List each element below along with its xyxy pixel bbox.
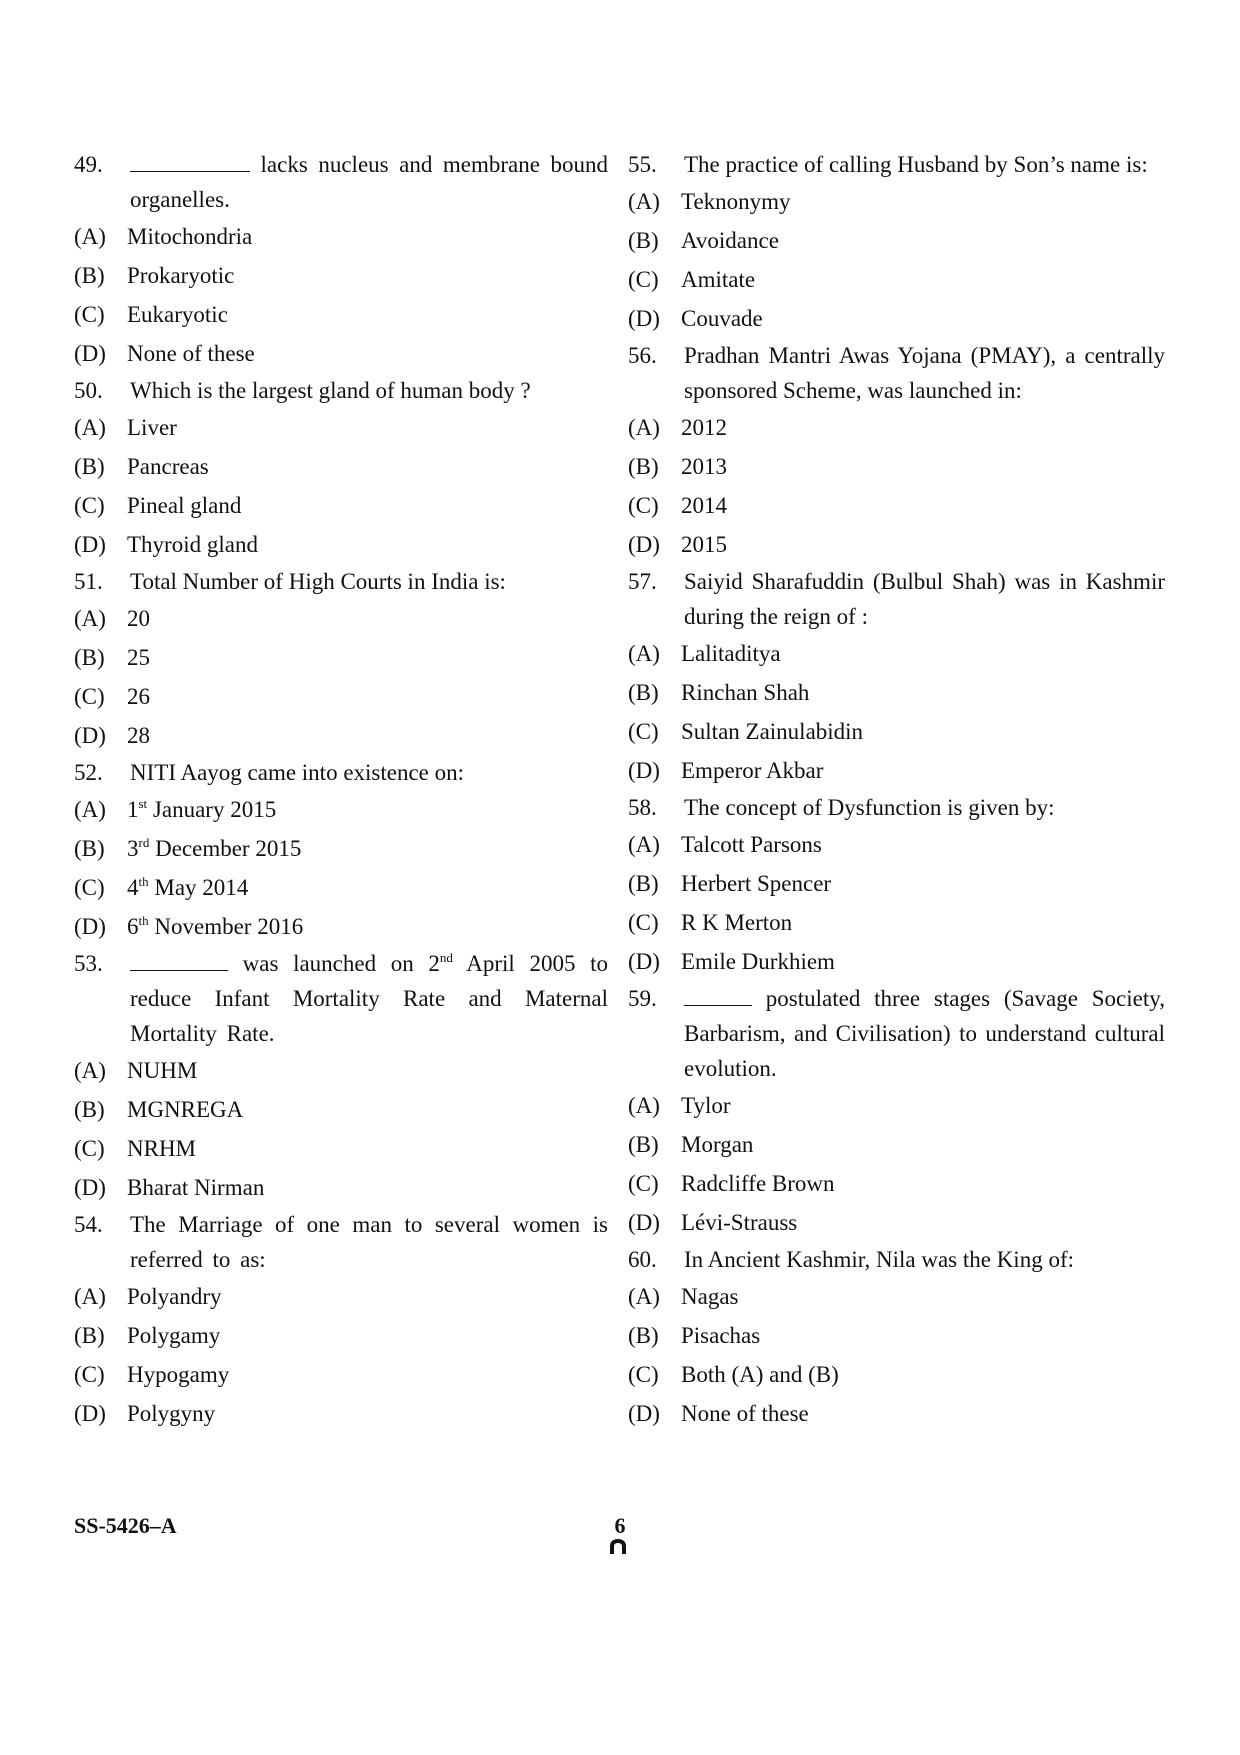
question-text: NITI Aayog came into existence on: (130, 760, 465, 785)
option-text: NRHM (127, 1136, 197, 1161)
option-c: (C) 26 (74, 684, 150, 709)
option-b: (B) 3rd December 2015 (74, 835, 302, 861)
question-text: Which is the largest gland of human body ? (130, 378, 531, 403)
option-b: (B) Morgan (628, 1132, 754, 1157)
question-60 (628, 1242, 1165, 1277)
option-d: (D) None of these (628, 1401, 809, 1426)
option-text: Lévi-Strauss (681, 1210, 798, 1235)
option-b: (B) Polygamy (74, 1323, 221, 1348)
option-d: (D) Emperor Akbar (628, 758, 824, 783)
option-text: Pancreas (127, 454, 209, 479)
option-text: Radcliffe Brown (681, 1171, 835, 1196)
option-a: (A) Mitochondria (74, 224, 253, 249)
option-text: MGNREGA (127, 1097, 244, 1122)
question-number: 51. (74, 569, 103, 594)
option-a: (A) Liver (74, 415, 177, 440)
option-b: (B) Pancreas (74, 454, 209, 479)
answer-blank (684, 983, 752, 1006)
option-text: Hypogamy (127, 1362, 230, 1387)
question-54 (74, 1207, 608, 1277)
option-b: (B) Herbert Spencer (628, 871, 832, 896)
question-number: 58. (628, 795, 657, 820)
option-d: (D) Couvade (628, 306, 763, 331)
option-d: (D) 28 (74, 723, 150, 748)
option-text: NUHM (127, 1058, 198, 1083)
option-c: (C) Both (A) and (B) (628, 1362, 839, 1387)
option-text: Nagas (681, 1284, 739, 1309)
option-a: (A) NUHM (74, 1058, 198, 1083)
option-c: (C) NRHM (74, 1136, 197, 1161)
option-text: 26 (127, 684, 150, 709)
option-text: 25 (127, 645, 150, 670)
option-a: (A) Polyandry (74, 1284, 222, 1309)
option-b: (B) 2013 (628, 454, 727, 479)
option-b: (B) Prokaryotic (74, 263, 235, 288)
option-d: (D) None of these (74, 341, 255, 366)
option-text: 2012 (681, 415, 727, 440)
question-number: 54. (74, 1212, 103, 1237)
page-mark-icon (607, 1538, 629, 1556)
option-text: None of these (681, 1401, 809, 1426)
question-49 (74, 147, 608, 217)
option-text: Bharat Nirman (127, 1175, 265, 1200)
question-number: 53. (74, 951, 103, 976)
question-text: The Marriage of one man to several women is referred to as: (130, 1212, 608, 1272)
question-number: 49. (74, 152, 103, 177)
option-d: (D) Bharat Nirman (74, 1175, 265, 1200)
option-a: (A) 1st January 2015 (74, 796, 277, 822)
question-number: 56. (628, 343, 657, 368)
question-text: Pradhan Mantri Awas Yojana (PMAY), a centrally sponsored Scheme, was launched in: (684, 343, 1165, 403)
option-text: 4th May 2014 (127, 874, 249, 900)
question-52 (74, 755, 608, 790)
option-text: Emile Durkhiem (681, 949, 835, 974)
option-text: 28 (127, 723, 150, 748)
option-d: (D) Lévi-Strauss (628, 1210, 798, 1235)
option-text: Pisachas (681, 1323, 761, 1348)
option-text: 20 (127, 606, 150, 631)
option-a: (A) 2012 (628, 415, 727, 440)
option-c: (C) 4th May 2014 (74, 874, 249, 900)
option-text: Thyroid gland (127, 532, 258, 557)
option-text: Teknonymy (681, 189, 791, 214)
question-number: 50. (74, 378, 103, 403)
page-number: 6 (614, 1513, 626, 1538)
option-d: (D) 6th November 2016 (74, 913, 304, 939)
option-c: (C) Amitate (628, 267, 756, 292)
option-d: (D) Emile Durkhiem (628, 949, 835, 974)
question-55 (628, 147, 1165, 182)
question-51 (74, 564, 608, 599)
option-text: Tylor (681, 1093, 731, 1118)
option-text: Sultan Zainulabidin (681, 719, 864, 744)
option-text: Polyandry (127, 1284, 222, 1309)
right-column (628, 147, 1165, 1433)
option-text: Mitochondria (127, 224, 253, 249)
question-text: The concept of Dysfunction is given by: (684, 795, 1055, 820)
option-d: (D) Thyroid gland (74, 532, 258, 557)
option-c: (C) Pineal gland (74, 493, 242, 518)
question-text: Saiyid Sharafuddin (Bulbul Shah) was in Kashmir during the reign of : (684, 569, 1165, 629)
option-text: 6th November 2016 (127, 913, 304, 939)
option-text: Emperor Akbar (681, 758, 824, 783)
option-text: 3rd December 2015 (127, 835, 302, 861)
option-c: (C) Hypogamy (74, 1362, 230, 1387)
option-d: (D) Polygyny (74, 1401, 216, 1426)
option-b: (B) Pisachas (628, 1323, 761, 1348)
option-text: Both (A) and (B) (681, 1362, 839, 1387)
option-text: Eukaryotic (127, 302, 228, 327)
question-number: 60. (628, 1247, 657, 1272)
option-a: (A) Teknonymy (628, 189, 791, 214)
option-text: Liver (127, 415, 177, 440)
option-a: (A) Talcott Parsons (628, 832, 822, 857)
option-c: (C) Eukaryotic (74, 302, 228, 327)
option-text: Rinchan Shah (681, 680, 810, 705)
option-a: (A) Tylor (628, 1093, 731, 1118)
question-58 (628, 790, 1165, 825)
answer-blank (130, 149, 250, 172)
option-text: Morgan (681, 1132, 754, 1157)
option-c: (C) Radcliffe Brown (628, 1171, 835, 1196)
option-b: (B) Avoidance (628, 228, 779, 253)
option-c: (C) 2014 (628, 493, 727, 518)
question-56 (628, 338, 1165, 408)
option-c: (C) Sultan Zainulabidin (628, 719, 864, 744)
question-text: postulated three stages (Savage Society, Barbarism, and Civilisation) to understand cultural evolution. (684, 981, 1165, 1086)
option-text: Polygamy (127, 1323, 221, 1348)
option-b: (B) MGNREGA (74, 1097, 244, 1122)
option-text: Polygyny (127, 1401, 216, 1426)
question-text: The practice of calling Husband by Son’s name is: (684, 152, 1148, 177)
option-text: Lalitaditya (681, 641, 781, 666)
option-d: (D) 2015 (628, 532, 727, 557)
option-text: Avoidance (681, 228, 779, 253)
paper-code: SS-5426–A (74, 1513, 177, 1538)
option-c: (C) R K Merton (628, 910, 793, 935)
option-b: (B) 25 (74, 645, 150, 670)
question-53 (74, 946, 608, 1051)
question-50 (74, 373, 608, 408)
option-text: 2014 (681, 493, 727, 518)
question-number: 52. (74, 760, 103, 785)
question-number: 57. (628, 569, 657, 594)
question-57 (628, 564, 1165, 634)
option-text: Talcott Parsons (681, 832, 822, 857)
option-text: Pineal gland (127, 493, 242, 518)
option-text: Herbert Spencer (681, 871, 832, 896)
option-a: (A) Nagas (628, 1284, 739, 1309)
question-text: In Ancient Kashmir, Nila was the King of: (684, 1247, 1075, 1272)
question-text: Total Number of High Courts in India is: (130, 569, 506, 594)
option-b: (B) Rinchan Shah (628, 680, 810, 705)
option-text: 2015 (681, 532, 727, 557)
option-text: 1st January 2015 (127, 796, 277, 822)
option-text: R K Merton (681, 910, 793, 935)
question-number: 59. (628, 986, 657, 1011)
question-59 (628, 981, 1165, 1086)
answer-blank (130, 948, 228, 971)
option-text: Amitate (681, 267, 756, 292)
option-text: None of these (127, 341, 255, 366)
option-text: Couvade (681, 306, 763, 331)
option-a: (A) Lalitaditya (628, 641, 781, 666)
question-text: lacks nucleus and membrane bound organelles. (130, 147, 608, 217)
question-text: was launched on 2nd April 2005 to reduce Infant Mortality Rate and Maternal Mortality Rate. (130, 950, 608, 1046)
option-text: Prokaryotic (127, 263, 235, 288)
option-a: (A) 20 (74, 606, 150, 631)
left-column (74, 147, 608, 1433)
question-number: 55. (628, 152, 657, 177)
option-text: 2013 (681, 454, 727, 479)
